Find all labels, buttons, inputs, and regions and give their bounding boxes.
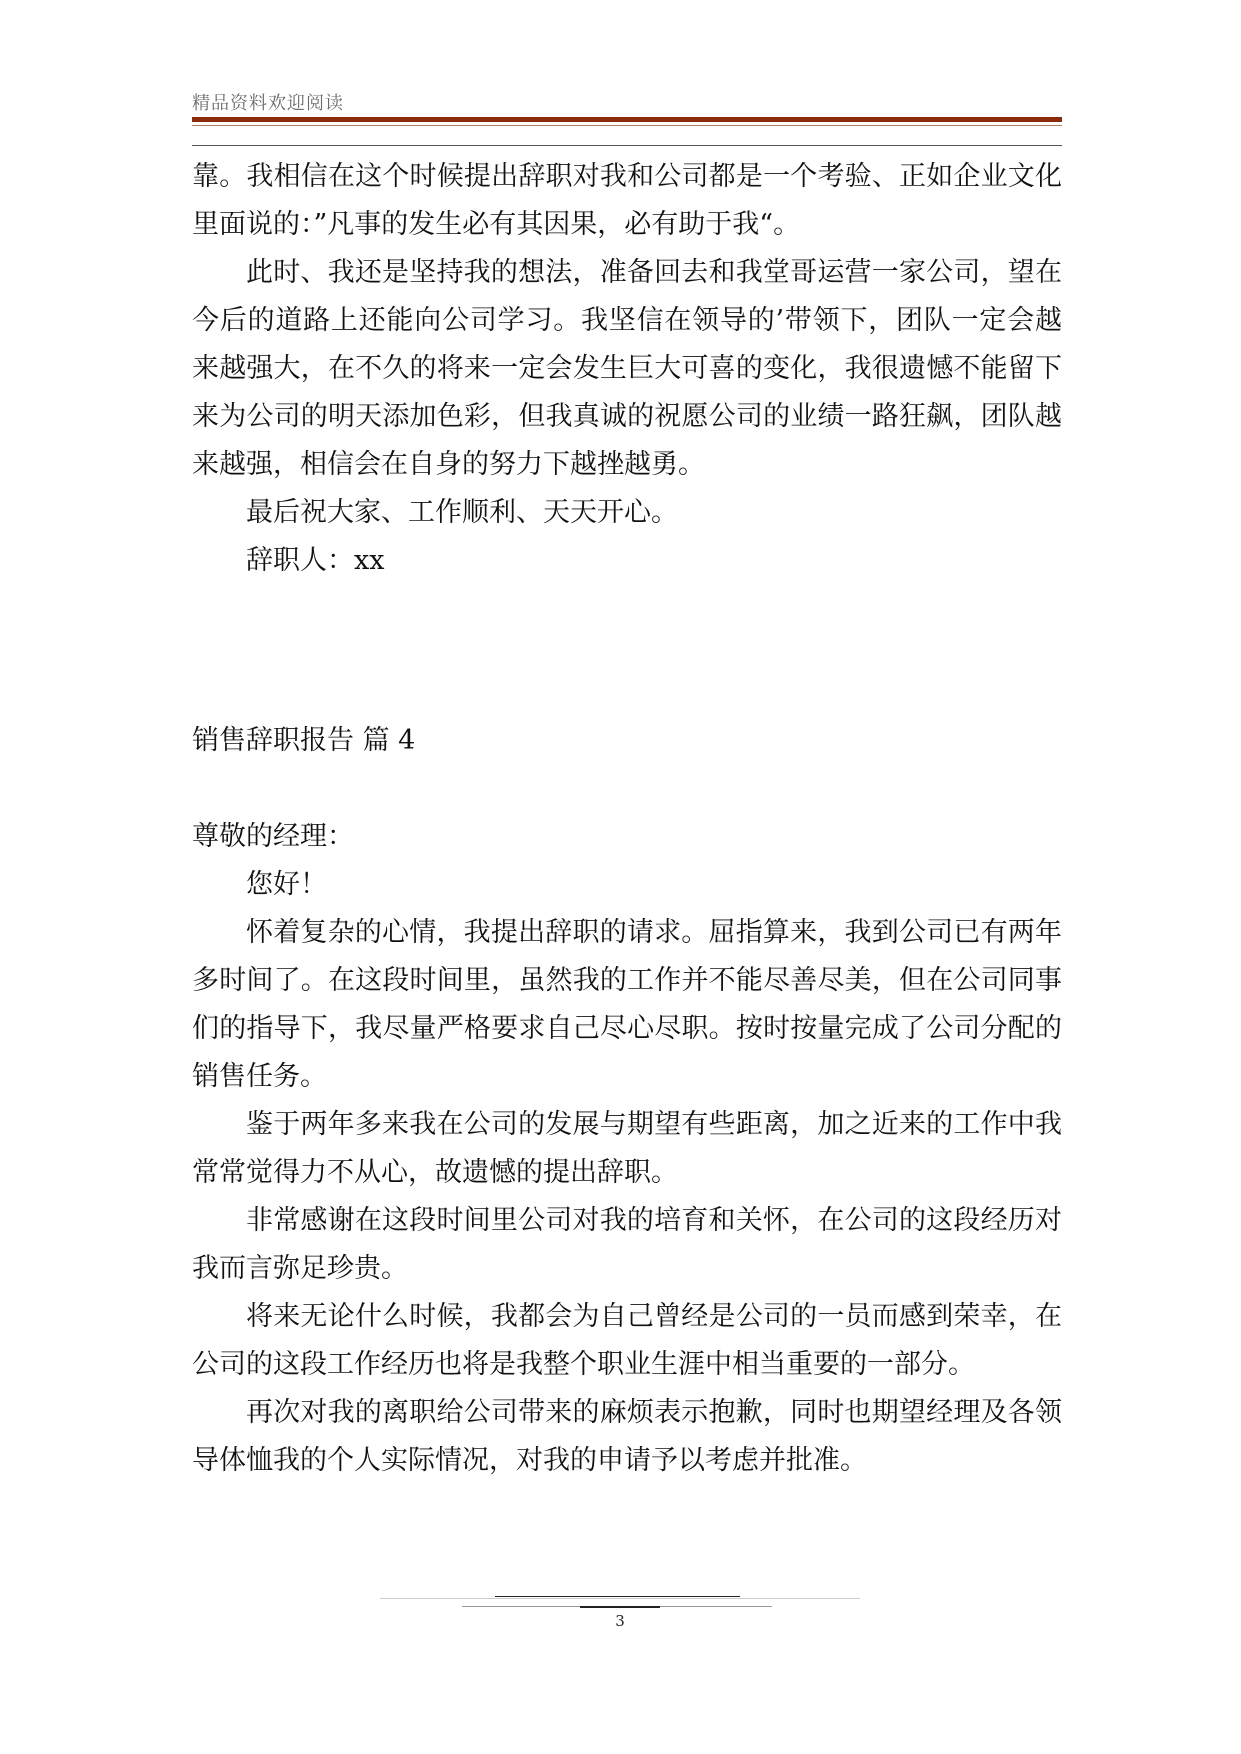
footer-rule (380, 1598, 860, 1599)
paragraph-thanks: 非常感谢在这段时间里公司对我的培育和关怀，在公司的这段经历对我而言弥足珍贵。 (192, 1205, 1062, 1284)
header-rule-thin (192, 125, 1062, 126)
paragraph-request: 怀着复杂的心情，我提出辞职的请求。屈指算来，我到公司已有两年多时间了。在这段时间里，虽然我的工作并不能尽善尽美，但在公司同事们的指导下，我尽量严格要求自己尽心尽职。按时按量完成了公司分配的销售任务。 (192, 917, 1062, 1092)
section-spacer (192, 585, 1062, 717)
paragraph-reason: 鉴于两年多来我在公司的发展与期望有些距离，加之近来的工作中我常常觉得力不从心，故遗憾的提出辞职。 (192, 1109, 1062, 1188)
salutation: 尊敬的经理： (192, 821, 354, 852)
header-rule-thick (192, 117, 1062, 122)
header-rule-line (192, 145, 1062, 146)
footer-rule-dark (495, 1596, 740, 1597)
greeting: 您好！ (246, 869, 327, 900)
paragraph-future: 将来无论什么时候，我都会为自己曾经是公司的一员而感到荣幸，在公司的这段工作经历也将是我整个职业生涯中相当重要的一部分。 (192, 1301, 1062, 1380)
paragraph-wishes: 最后祝大家、工作顺利、天天开心。 (246, 497, 678, 528)
resigner-signature: 辞职人：xx (246, 545, 385, 576)
paragraph-apology: 再次对我的离职给公司带来的麻烦表示抱歉，同时也期望经理及各领导体恤我的个人实际情况，对我的申请予以考虑并批准。 (192, 1397, 1062, 1476)
paragraph-decision: 此时、我还是坚持我的想法，准备回去和我堂哥运营一家公司，望在今后的道路上还能向公司学习。我坚信在领导的’带领下，团队一定会越来越强大，在不久的将来一定会发生巨大可喜的变化，我很遗憾不能留下来为公司的明天添加色彩，但我真诚的祝愿公司的业绩一路狂飙，团队越来越强，相信会在自身的努力下越挫越勇。 (192, 257, 1062, 480)
document-body (192, 153, 1062, 1485)
continuation-paragraph: 靠。我相信在这个时候提出辞职对我和公司都是一个考验、正如企业文化里面说的：”凡事的发生必有其因果，必有助于我“。 (192, 161, 1062, 240)
section-title: 销售辞职报告 篇 4 (192, 725, 416, 756)
title-spacer (192, 765, 1062, 813)
footer-rule-accent (580, 1606, 660, 1608)
header-title: 精品资料欢迎阅读 (192, 93, 344, 114)
page-number: 3 (615, 1612, 625, 1630)
